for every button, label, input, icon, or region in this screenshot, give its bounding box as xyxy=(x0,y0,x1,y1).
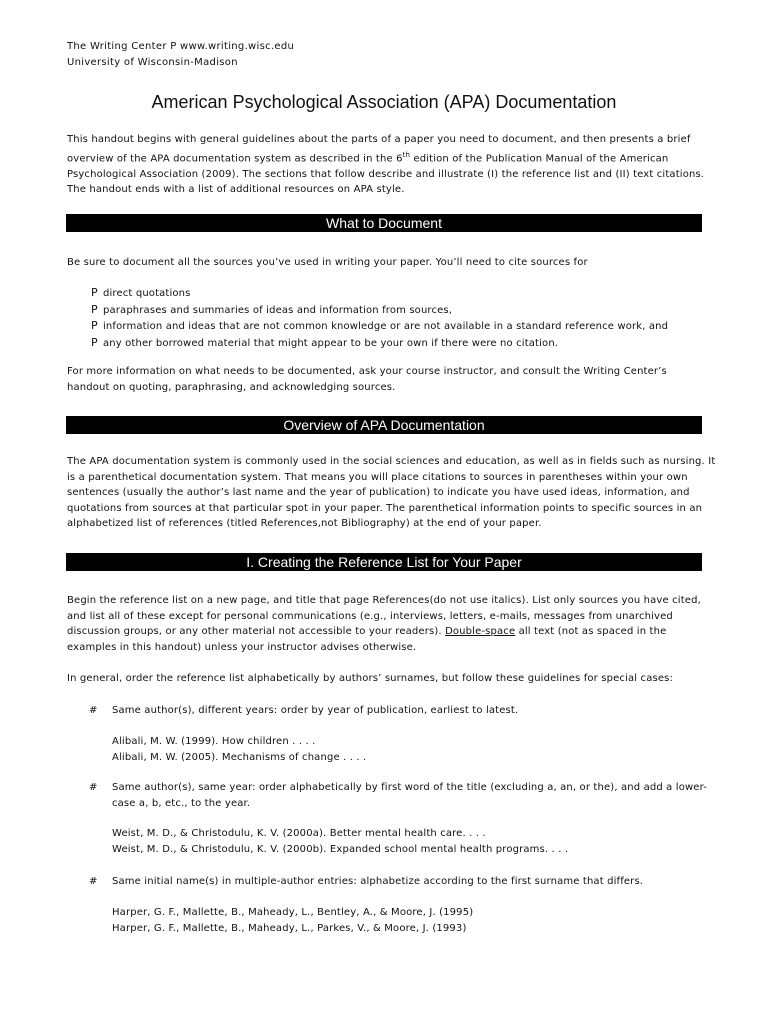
more-info-paragraph xyxy=(67,364,707,395)
section-banner-overview: Overview of APA Documentation xyxy=(66,416,702,434)
overview-line-1: The APA documentation system is commonly used in the social sciences and education, as well as in fields such as nursing. It xyxy=(67,456,716,467)
bullet-text: direct quotations xyxy=(103,288,191,299)
example-line: Alibali, M. W. (1999). How children . . . . xyxy=(112,736,316,747)
example-group-1 xyxy=(112,734,366,765)
bullet-marker: P xyxy=(91,335,98,349)
double-space-link[interactable]: Double-space xyxy=(445,626,516,638)
example-line: Weist, M. D., & Christodulu, K. V. (2000b). Expanded school mental health programs. . . . xyxy=(112,843,569,855)
more-info-line-2: handout on quoting, paraphrasing, and acknowledging sources. xyxy=(67,381,396,393)
reference-intro-line-4: examples in this handout) unless your instructor advises otherwise. xyxy=(67,641,417,653)
bullet-marker: P xyxy=(91,286,98,299)
example-group-3 xyxy=(112,905,473,936)
page-title: American Psychological Association (APA) Documentation xyxy=(151,92,617,112)
intro-line-2-sup: th xyxy=(402,150,411,159)
bullet-marker: P xyxy=(91,302,98,316)
list-item xyxy=(91,302,668,319)
guideline-text-2-line-2: case a, b, etc., to the year. xyxy=(112,797,251,809)
overview-line-2: is a parenthetical documentation system. That means you will place citations to sources in parentheses within your own xyxy=(67,471,688,483)
list-item xyxy=(91,285,668,302)
overview-paragraph xyxy=(67,454,716,532)
hash-marker: # xyxy=(89,876,98,887)
section-banner-what-to-document: What to Document xyxy=(66,214,702,232)
guideline-text-1: Same author(s), different years: order by year of publication, earliest to latest. xyxy=(112,705,519,716)
hash-marker: # xyxy=(89,705,98,716)
intro-paragraph xyxy=(67,132,707,198)
section-banner-reference-list: I. Creating the Reference List for Your Paper xyxy=(66,553,702,571)
overview-line-5: alphabetized list of references (titled References,not Bibliography) at the end of your paper. xyxy=(67,518,542,530)
bullet-text: paraphrases and summaries of ideas and information from sources, xyxy=(103,304,453,316)
reference-intro-line-3-text: discussion groups, or any other material not accessible to your readers). xyxy=(67,626,442,638)
intro-line-2-before: overview of the APA documentation system as described in the 6 xyxy=(67,152,403,164)
intro-line-1: This handout begins with general guidelines about the parts of a paper you need to document, and then presents a brief xyxy=(67,134,691,145)
reference-intro-line-3 xyxy=(67,624,707,640)
example-group-2 xyxy=(112,826,568,857)
example-line: Harper, G. F., Mallette, B., Maheady, L., Bentley, A., & Moore, J. (1995) xyxy=(112,907,474,918)
document-intro-paragraph xyxy=(67,255,707,271)
reference-intro-paragraph xyxy=(67,593,707,655)
document-intro-line: Be sure to document all the sources you’ve used in writing your paper. You’ll need to cite sources for xyxy=(67,257,588,268)
list-item xyxy=(91,318,668,335)
reference-intro-line-2: and list all of these except for personal communications (e.g., interviews, letters, e-mails, messages from unarchived xyxy=(67,610,673,622)
guideline-text-3: Same initial name(s) in multiple-author entries: alphabetize according to the first surname that differs. xyxy=(112,876,644,887)
example-line: Harper, G. F., Mallette, B., Maheady, L., Parkes, V., & Moore, J. (1993) xyxy=(112,922,467,934)
overview-line-4: quotations from sources at that particular spot in your paper. The parenthetical information points to specific sources in an xyxy=(67,502,703,514)
bullet-marker: P xyxy=(91,319,98,332)
reference-intro-line-3-after: all text (not as spaced in the xyxy=(515,626,667,638)
intro-line-2-after: edition of the Publication Manual of the American xyxy=(410,152,669,164)
hash-marker: # xyxy=(89,782,98,793)
reference-intro-line-1: Begin the reference list on a new page, and title that page References(do not use italics). List only sources you have cited, xyxy=(67,595,701,606)
intro-line-3: Psychological Association (2009). The sections that follow describe and illustrate (I) the reference list and (II) text citations. xyxy=(67,168,705,180)
bullet-text: any other borrowed material that might appear to be your own if there were no citation. xyxy=(103,337,559,349)
guideline-text-2-line-1: Same author(s), same year: order alphabetically by first word of the title (excluding a, an, or the), and add a lower- xyxy=(112,782,707,793)
more-info-line-1: For more information on what needs to be documented, ask your course instructor, and consult the Writing Center’s xyxy=(67,366,667,377)
intro-line-4: The handout ends with a list of additional resources on APA style. xyxy=(67,184,405,196)
header-line-1: The Writing Center P www.writing.wisc.edu xyxy=(67,41,295,52)
example-line: Alibali, M. W. (2005). Mechanisms of change . . . . xyxy=(112,751,367,763)
bullet-text: information and ideas that are not common knowledge or are not available in a standard reference work, and xyxy=(103,321,669,332)
sources-bullet-list xyxy=(91,285,668,351)
list-item xyxy=(91,335,668,352)
example-line: Weist, M. D., & Christodulu, K. V. (2000a). Better mental health care. . . . xyxy=(112,828,486,839)
intro-line-2 xyxy=(67,148,707,167)
header-line-2: University of Wisconsin-Madison xyxy=(67,57,238,68)
guideline-text-2 xyxy=(112,780,707,811)
order-intro-line: In general, order the reference list alphabetically by authors’ surnames, but follow these guidelines for special cases: xyxy=(67,673,674,684)
overview-line-3: sentences (usually the author’s last name and the year of publication) to indicate you have used ideas, information, and xyxy=(67,487,690,499)
order-intro-paragraph xyxy=(67,671,707,687)
